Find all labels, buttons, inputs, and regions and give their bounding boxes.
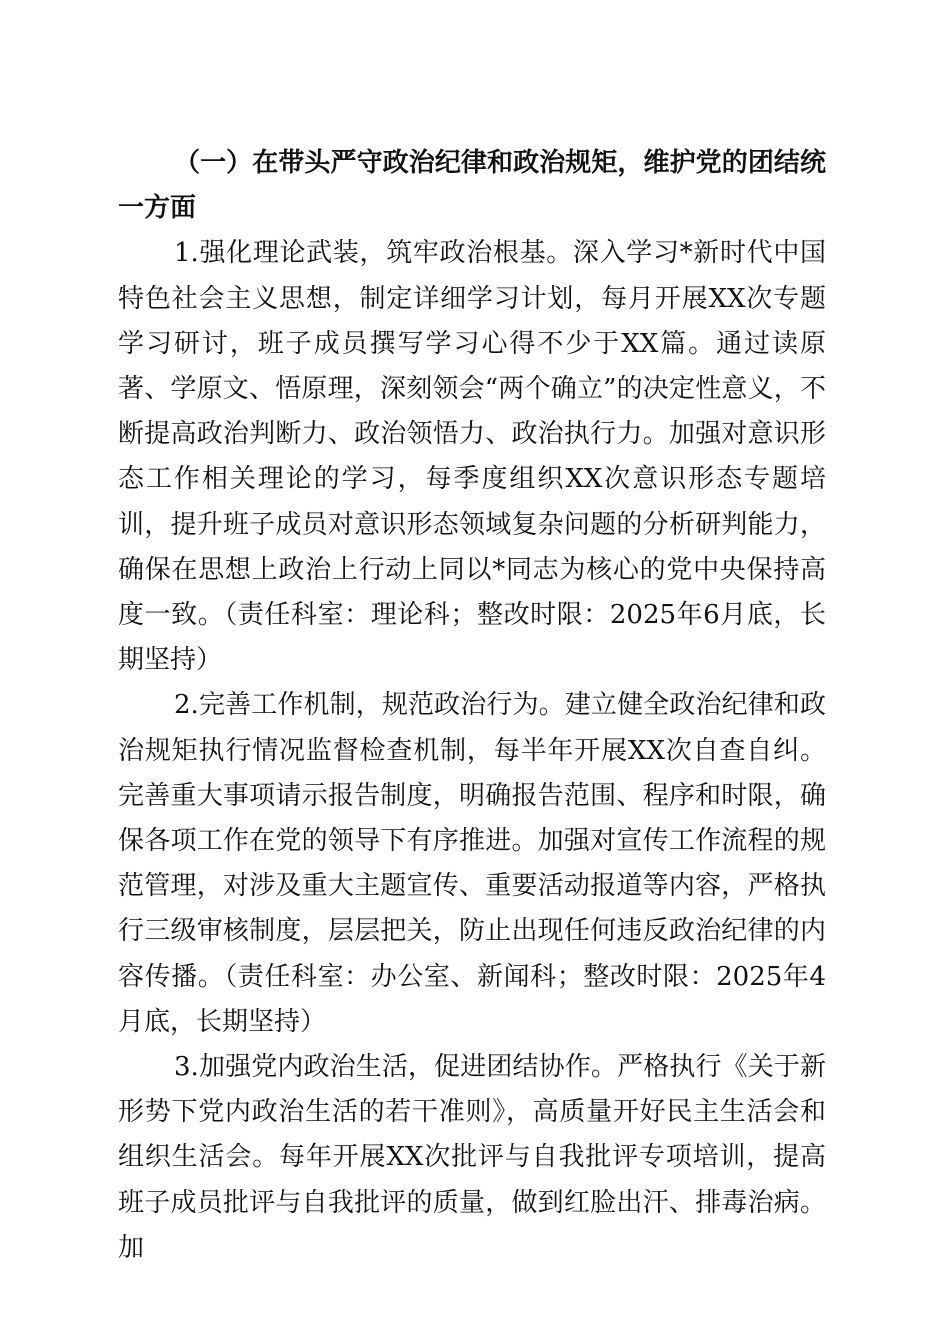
paragraph-1: 1.强化理论武装，筑牢政治根基。深入学习*新时代中国特色社会主义思想，制定详细学习计划，每月开展XX次专题学习研讨，班子成员撰写学习心得不少于XX篇。通过读原著、学原文、悟原理，深刻领会“两个确立”的决定性意义，不断提高政治判断力、政治领悟力、政治执行力。加强对意识形态工作相关理论的学习，每季度组织XX次意识形态专题培训，提升班子成员对意识形态领域复杂问题的分析研判能力，确保在思想上政治上行动上同以*同志为核心的党中央保持高度一致。（责任科室：理论科；整改时限：2025年6月底，长期坚持） — [118, 238, 826, 676]
paragraph-2: 2.完善工作机制，规范政治行为。建立健全政治纪律和政治规矩执行情况监督检查机制，每半年开展XX次自查自纠。完善重大事项请示报告制度，明确报告范围、程序和时限，确保各项工作在党的领导下有序推进。加强对宣传工作流程的规范管理，对涉及重大主题宣传、重要活动报道等内容，严格执行三级审核制度，层层把关，防止出现任何违反政治纪律的内容传播。（责任科室：办公室、新闻科；整改时限：2025年4月底，长期坚持） — [118, 690, 826, 1037]
paragraph-3: 3.加强党内政治生活，促进团结协作。严格执行《关于新形势下党内政治生活的若干准则》，高质量开好民主生活会和组织生活会。每年开展XX次批评与自我批评专项培训，提高班子成员批评与自我批评的质量，做到红脸出汗、排毒治病。加 — [118, 1052, 826, 1263]
document-body — [118, 141, 826, 1271]
section-heading: （一）在带头严守政治纪律和政治规矩，维护党的团结统一方面 — [118, 148, 826, 224]
